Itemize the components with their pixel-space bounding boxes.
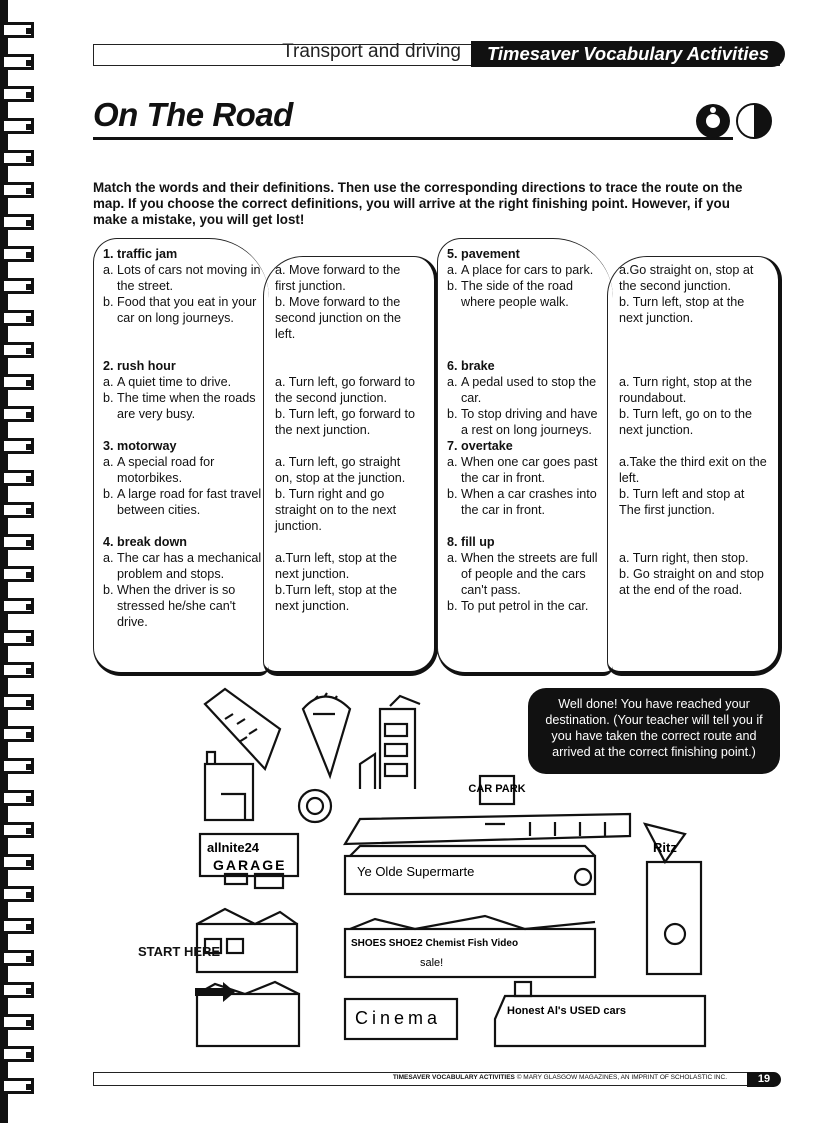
directions-item-8 bbox=[619, 550, 769, 598]
directions-item-2 bbox=[275, 374, 420, 438]
direction-option: a.Turn left, stop at the next junction. bbox=[275, 551, 398, 581]
direction-option: a. Turn right, then stop. bbox=[619, 551, 749, 565]
definition-option: b. A large road for fast travel between cities. bbox=[103, 487, 262, 517]
vocab-word: 3. motorway bbox=[103, 439, 177, 453]
series-badge: Timesaver Vocabulary Activities bbox=[471, 41, 785, 67]
vocab-word: 4. break down bbox=[103, 535, 187, 549]
map-label-used-cars: Honest Al's USED cars bbox=[507, 1005, 626, 1017]
definition-option: b. To put petrol in the car. bbox=[447, 599, 589, 613]
page-number: 19 bbox=[747, 1072, 781, 1087]
map-label-sale: sale! bbox=[420, 957, 444, 969]
direction-option: b. Turn right and go straight on to the next junction. bbox=[275, 487, 397, 533]
directions-item-6 bbox=[619, 374, 769, 438]
page-title: On The Road bbox=[93, 96, 293, 133]
map-label-ritz: Ritz bbox=[653, 840, 677, 855]
topic-title: Transport and driving bbox=[282, 41, 461, 62]
definition-option: a. When one car goes past the car in front. bbox=[447, 455, 598, 485]
word-item-7 bbox=[447, 438, 607, 518]
direction-option: b. Turn left, go on to the next junction. bbox=[619, 407, 753, 437]
instructions: Match the words and their definitions. Then use the corresponding directions to trace the route on the map. If you choose the correct definitions, you will arrive at the right finishing point. However, if you make a mistake, you will get lost! bbox=[93, 180, 743, 227]
direction-option: a. Turn left, go straight on, stop at the junction. bbox=[275, 455, 406, 485]
vocab-word: 6. brake bbox=[447, 359, 495, 373]
definition-option: a. A quiet time to drive. bbox=[103, 375, 232, 389]
binding-strip bbox=[0, 0, 40, 1123]
word-item-1 bbox=[103, 246, 263, 326]
word-item-6 bbox=[447, 358, 607, 438]
direction-option: b. Move forward to the second junction on the left. bbox=[275, 295, 402, 341]
word-item-8 bbox=[447, 534, 607, 614]
town-map bbox=[185, 684, 745, 1064]
footer bbox=[93, 1072, 773, 1086]
vocab-word: 5. pavement bbox=[447, 247, 520, 261]
vocab-word: 8. fill up bbox=[447, 535, 495, 549]
directions-item-7 bbox=[619, 454, 769, 518]
map-label-car-park: CAR PARK bbox=[468, 783, 526, 795]
footer-credit: TIMESAVER VOCABULARY ACTIVITIES © MARY GLASGOW MAGAZINES, AN IMPRINT OF SCHOLASTIC INC. bbox=[392, 1074, 727, 1081]
vocab-word: 7. overtake bbox=[447, 439, 513, 453]
direction-option: a.Go straight on, stop at the second junction. bbox=[619, 263, 754, 293]
word-item-4 bbox=[103, 534, 263, 630]
definition-option: a. The car has a mechanical problem and stops. bbox=[103, 551, 262, 581]
direction-option: b. Go straight on and stop at the end of the road. bbox=[619, 567, 764, 597]
directions-item-5 bbox=[619, 262, 769, 326]
word-item-2 bbox=[103, 358, 263, 422]
definition-option: b. The side of the road where people walk. bbox=[447, 279, 574, 309]
definition-option: a. A special road for motorbikes. bbox=[103, 455, 215, 485]
definition-option: b. When a car crashes into the car in front. bbox=[447, 487, 597, 517]
map-label-garage: GARAGE bbox=[213, 857, 287, 873]
definition-option: b. To stop driving and have a rest on long journeys. bbox=[447, 407, 598, 437]
directions-item-1 bbox=[275, 262, 420, 342]
map-label-allnite: allnite24 bbox=[207, 840, 260, 855]
map-label-supermarket: Ye Olde Supermarte bbox=[357, 864, 475, 879]
definition-option: a. A place for cars to park. bbox=[447, 263, 594, 277]
direction-option: a. Turn left, go forward to the second junction. bbox=[275, 375, 416, 405]
clock-level-icon bbox=[684, 101, 780, 141]
direction-option: a. Turn right, stop at the roundabout. bbox=[619, 375, 753, 405]
map-label-shops: SHOES SHOE2 Chemist Fish Video bbox=[351, 938, 519, 949]
definition-option: b. When the driver is so stressed he/she can't drive. bbox=[103, 583, 236, 629]
direction-option: b.Turn left, stop at the next junction. bbox=[275, 583, 398, 613]
vocab-word: 1. traffic jam bbox=[103, 247, 178, 261]
word-item-3 bbox=[103, 438, 263, 518]
directions-item-3 bbox=[275, 454, 420, 534]
direction-option: a.Take the third exit on the left. bbox=[619, 455, 767, 485]
definition-option: a. Lots of cars not moving in the street. bbox=[103, 263, 261, 293]
title-rule bbox=[93, 137, 733, 140]
definition-option: b. Food that you eat in your car on long journeys. bbox=[103, 295, 257, 325]
header-band bbox=[93, 41, 780, 66]
direction-option: b. Turn left, go forward to the next junction. bbox=[275, 407, 416, 437]
vocab-word: 2. rush hour bbox=[103, 359, 176, 373]
map-label-cinema: Cinema bbox=[355, 1008, 442, 1028]
direction-option: a. Move forward to the first junction. bbox=[275, 263, 401, 293]
word-item-5 bbox=[447, 246, 607, 310]
definition-option: b. The time when the roads are very busy. bbox=[103, 391, 256, 421]
well-done-box: Well done! You have reached your destination. (Your teacher will tell you if you have taken the correct route and arrived at the correct finishing point.) bbox=[528, 688, 780, 774]
start-here-label: START HERE bbox=[138, 944, 221, 959]
definition-option: a. A pedal used to stop the car. bbox=[447, 375, 597, 405]
direction-option: b. Turn left, stop at the next junction. bbox=[619, 295, 745, 325]
directions-item-4 bbox=[275, 550, 420, 614]
definition-option: a. When the streets are full of people and the cars can't pass. bbox=[447, 551, 598, 597]
direction-option: b. Turn left and stop at The first junction. bbox=[619, 487, 745, 517]
